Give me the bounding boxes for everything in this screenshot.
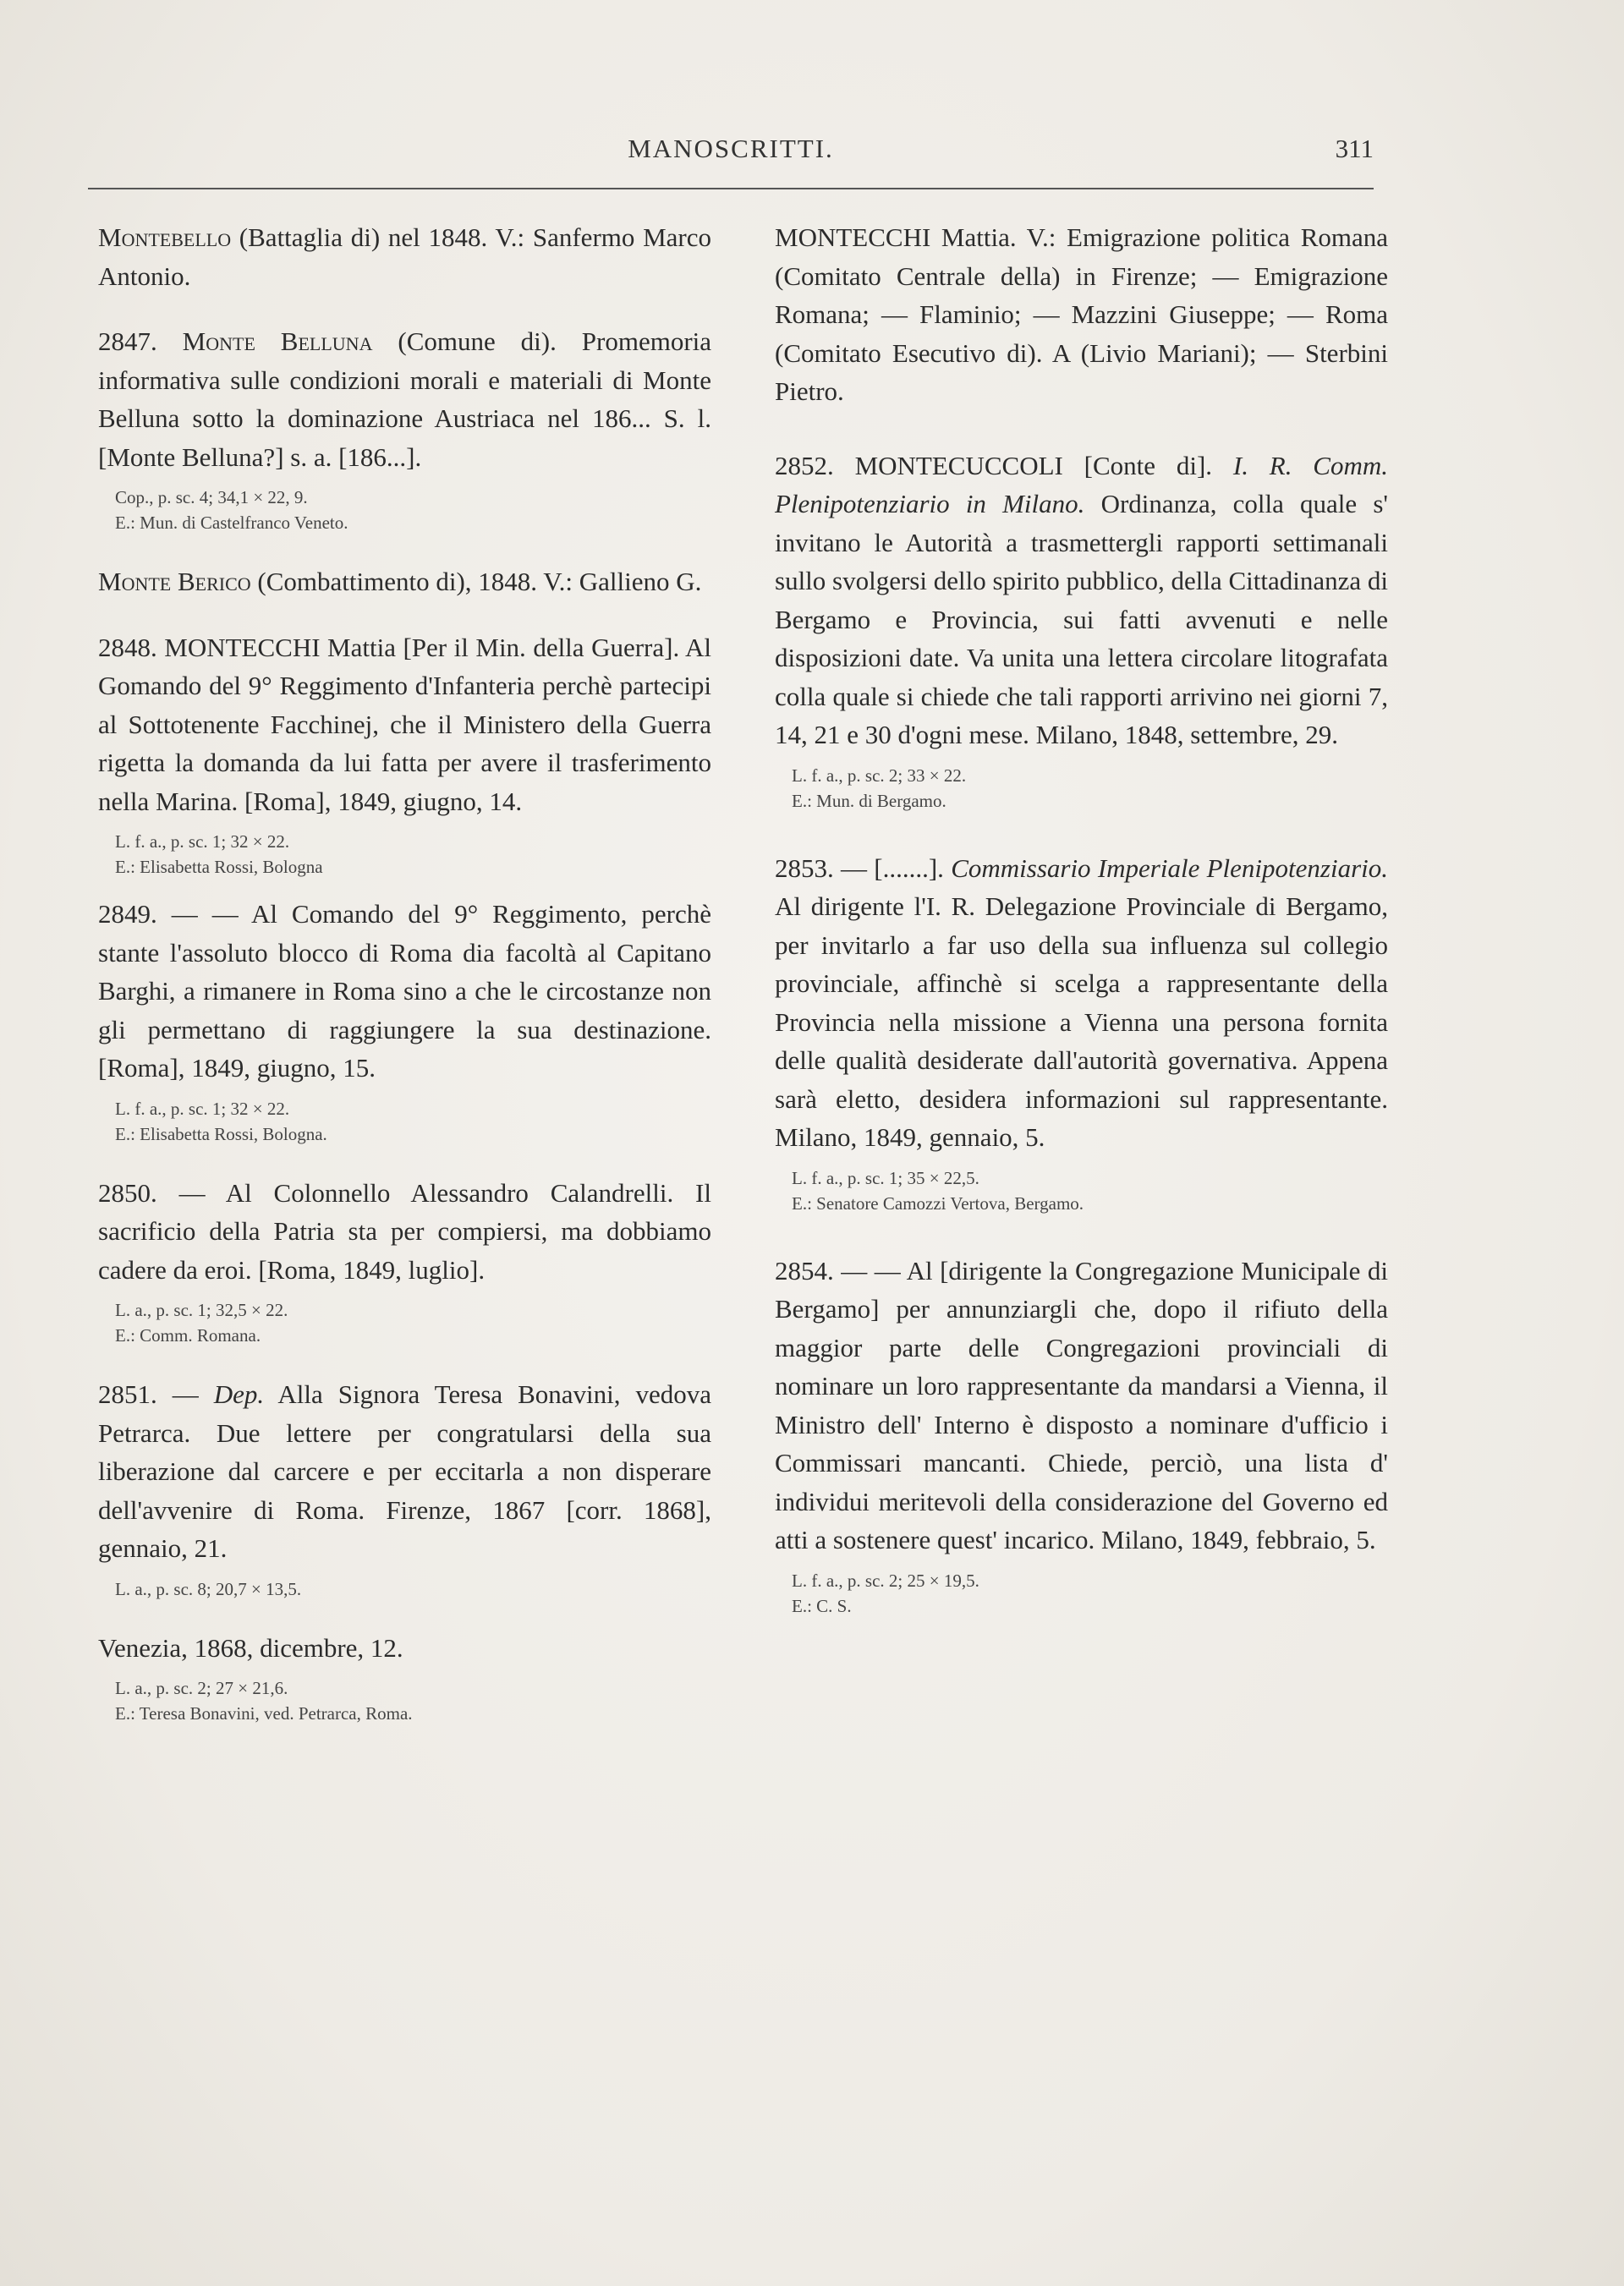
entry-meta <box>98 1096 711 1147</box>
entry-text: 2852. MONTECUCCOLI [Conte di]. I. R. Comm. Plenipotenziario in Milano. Ordinanza, colla quale s' invitano le Autorità a trasmettergli rapporti settimanali sullo svolgersi dello spirito pubblico, della Cittadinanza di Bergamo e Provincia, sui fatti avvenuti e nelle disposizioni date. Va unita una lettera circolare litografata colla quale si chiede che tali rapporti arrivino nei giorni 7, 14, 21 e 30 d'ogni mese. Milano, 1848, settembre, 29. <box>775 450 1388 749</box>
entry-text: Venezia, 1868, dicembre, 12. <box>98 1632 403 1663</box>
entry-text: 2849. — — Al Comando del 9° Reggimento, perchè stante l'assoluto blocco di Roma dia facoltà al Capitano Barghi, a rimanere in Roma sino a che le circostanze non gli permettano di raggiungere la sua destinazione. [Roma], 1849, giugno, 15. <box>98 899 711 1083</box>
meta-line: L. f. a., p. sc. 1; 32 × 22. <box>115 1098 290 1119</box>
running-head <box>88 134 1374 181</box>
entry-meta <box>98 1576 711 1602</box>
entry-text: 2848. MONTECCHI Mattia [Per il Min. della Guerra]. Al Gomando del 9° Reggimento d'Infanteria perchè partecipi al Sottotenente Facchinej, che il Ministero della Guerra rigetta la domanda da lui fatta per avere il trasferimento nella Marina. [Roma], 1849, giugno, 14. <box>98 632 711 816</box>
entry-meta <box>98 829 711 880</box>
entry-text: 2854. — — Al [dirigente la Congregazione Municipale di Bergamo] per annunziargli che, dopo il rifiuto della maggior parte delle Congregazioni provinciali di nominare un loro rappresentante da mandarsi a Vienna, il Ministro dell' Interno è disposto a nominare d'ufficio i Commissari mancanti. Chiede, perciò, una lista d' individui meritevoli della considerazione del Governo ed atti a sostenere quest' incarico. Milano, 1849, febbraio, 5. <box>775 1255 1388 1554</box>
entry-2848 <box>98 628 711 880</box>
entry-2850 <box>98 1174 711 1349</box>
entry-meta <box>98 485 711 535</box>
entry-2853 <box>775 849 1388 1216</box>
meta-line: L. a., p. sc. 2; 27 × 21,6. <box>115 1678 288 1698</box>
entry-text: 2853. — [.......]. Commissario Imperiale Plenipotenziario. Al dirigente l'I. R. Delegazione Provinciale di Bergamo, per invitarlo a far uso della sua influenza sul collegio provinciale, affinchè si scelga a rappresentante della Provincia nella missione a Vienna una persona fornita delle qualità desiderate dall'autorità governativa. Appena sarà eletto, desidera informazioni sul rappresentante. Milano, 1849, gennaio, 5. <box>775 852 1388 1152</box>
entry-meta <box>98 1297 711 1348</box>
entry-text: Monte Berico (Combattimento di), 1848. V.: Gallieno G. <box>98 567 702 596</box>
entry-meta <box>775 1165 1388 1216</box>
page-title: MANOSCRITTI. <box>628 134 834 163</box>
entry-2852 <box>775 447 1388 814</box>
page-number: 311 <box>1335 134 1374 163</box>
meta-line: L. f. a., p. sc. 2; 25 × 19,5. <box>792 1570 979 1591</box>
entry-monte-berico <box>98 562 711 601</box>
meta-line: L. f. a., p. sc. 2; 33 × 22. <box>792 765 967 786</box>
meta-line: E.: Elisabetta Rossi, Bologna. <box>115 1123 327 1144</box>
entry-text: Montebello (Battaglia di) nel 1848. V.: Sanfermo Marco Antonio. <box>98 222 711 291</box>
meta-line: L. a., p. sc. 8; 20,7 × 13,5. <box>115 1578 302 1599</box>
entry-2849 <box>98 895 711 1147</box>
meta-line: E.: Mun. di Castelfranco Veneto. <box>115 513 348 533</box>
meta-line: L. a., p. sc. 1; 32,5 × 22. <box>115 1300 288 1320</box>
entry-2847 <box>98 322 711 535</box>
meta-line: E.: Comm. Romana. <box>115 1325 261 1346</box>
entry-2851-continued <box>98 1629 711 1727</box>
entry-meta <box>775 1568 1388 1619</box>
entry-meta <box>775 763 1388 814</box>
entry-montecchi-ref <box>775 218 1388 411</box>
left-column <box>98 218 711 1726</box>
entry-text: 2850. — Al Colonnello Alessandro Calandrelli. Il sacrificio della Patria sta per compiersi, ma dobbiamo cadere da eroi. [Roma, 1849, luglio]. <box>98 1177 711 1285</box>
meta-line: L. f. a., p. sc. 1; 35 × 22,5. <box>792 1167 979 1188</box>
entry-2851 <box>98 1375 711 1602</box>
meta-line: E.: Elisabetta Rossi, Bologna <box>115 857 323 877</box>
meta-line: Cop., p. sc. 4; 34,1 × 22, 9. <box>115 487 308 507</box>
right-column <box>775 218 1388 1619</box>
header-rule <box>88 188 1374 189</box>
meta-line: E.: Senatore Camozzi Vertova, Bergamo. <box>792 1192 1084 1214</box>
entry-text: 2847. Monte Belluna (Comune di). Promemoria informativa sulle condizioni morali e materiali di Monte Belluna sotto la dominazione Austriaca nel 186... S. l. [Monte Belluna?] s. a. [186...]. <box>98 326 712 472</box>
entry-text: 2851. — Dep. Alla Signora Teresa Bonavini, vedova Petrarca. Due lettere per congratularsi della sua liberazione dal carcere e per eccitarla a non disperare dell'avvenire di Roma. Firenze, 1867 [corr. 1868], gennaio, 21. <box>98 1379 712 1563</box>
entry-meta <box>98 1675 711 1726</box>
meta-line: L. f. a., p. sc. 1; 32 × 22. <box>115 831 290 852</box>
entry-montebello <box>98 218 711 295</box>
meta-line: E.: C. S. <box>792 1595 852 1616</box>
entry-text: MONTECCHI Mattia. V.: Emigrazione politica Romana (Comitato Centrale della) in Firenze; — Emigrazione Romana; — Flaminio; — Mazzini Giuseppe; — Roma (Comitato Esecutivo di). A (Livio Mariani); — Sterbini Pietro. <box>775 222 1388 406</box>
meta-line: E.: Teresa Bonavini, ved. Petrarca, Roma. <box>115 1703 413 1724</box>
meta-line: E.: Mun. di Bergamo. <box>792 790 946 811</box>
entry-2854 <box>775 1252 1388 1619</box>
